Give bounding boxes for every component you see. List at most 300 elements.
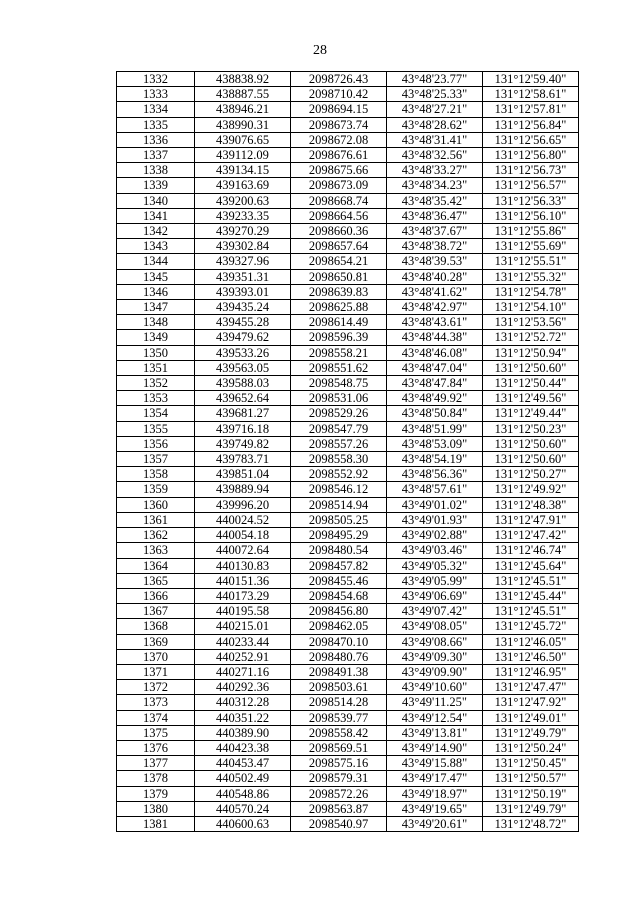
point-number-cell: 1343 (117, 239, 195, 254)
longitude-cell: 131°12'52.72" (483, 330, 579, 345)
y-coordinate-cell: 2098579.31 (291, 771, 387, 786)
y-coordinate-cell: 2098547.79 (291, 421, 387, 436)
y-coordinate-cell: 2098639.83 (291, 284, 387, 299)
table-row (117, 376, 579, 391)
x-coordinate-cell: 439233.35 (195, 208, 291, 223)
point-number-cell: 1381 (117, 816, 195, 831)
x-coordinate-cell: 439112.09 (195, 148, 291, 163)
table-row (117, 680, 579, 695)
latitude-cell: 43°48'54.19" (387, 452, 483, 467)
point-number-cell: 1344 (117, 254, 195, 269)
y-coordinate-cell: 2098660.36 (291, 224, 387, 239)
x-coordinate-cell: 440151.36 (195, 573, 291, 588)
x-coordinate-cell: 440351.22 (195, 710, 291, 725)
longitude-cell: 131°12'50.60" (483, 360, 579, 375)
y-coordinate-cell: 2098454.68 (291, 588, 387, 603)
y-coordinate-cell: 2098676.61 (291, 148, 387, 163)
x-coordinate-cell: 440271.16 (195, 664, 291, 679)
x-coordinate-cell: 439652.64 (195, 391, 291, 406)
latitude-cell: 43°48'32.56" (387, 148, 483, 163)
longitude-cell: 131°12'50.60" (483, 436, 579, 451)
x-coordinate-cell: 439479.62 (195, 330, 291, 345)
table-row (117, 695, 579, 710)
table-row (117, 132, 579, 147)
point-number-cell: 1375 (117, 725, 195, 740)
table-row (117, 224, 579, 239)
latitude-cell: 43°48'44.38" (387, 330, 483, 345)
latitude-cell: 43°49'18.97" (387, 786, 483, 801)
longitude-cell: 131°12'55.32" (483, 269, 579, 284)
table-row (117, 801, 579, 816)
x-coordinate-cell: 440423.38 (195, 740, 291, 755)
latitude-cell: 43°48'33.27" (387, 163, 483, 178)
x-coordinate-cell: 439327.96 (195, 254, 291, 269)
y-coordinate-cell: 2098491.38 (291, 664, 387, 679)
table-row (117, 315, 579, 330)
table-row (117, 649, 579, 664)
point-number-cell: 1346 (117, 284, 195, 299)
latitude-cell: 43°49'11.25" (387, 695, 483, 710)
point-number-cell: 1360 (117, 497, 195, 512)
y-coordinate-cell: 2098654.21 (291, 254, 387, 269)
table-row (117, 360, 579, 375)
longitude-cell: 131°12'56.65" (483, 132, 579, 147)
latitude-cell: 43°49'13.81" (387, 725, 483, 740)
longitude-cell: 131°12'45.44" (483, 588, 579, 603)
y-coordinate-cell: 2098514.28 (291, 695, 387, 710)
latitude-cell: 43°48'25.33" (387, 87, 483, 102)
latitude-cell: 43°48'47.84" (387, 376, 483, 391)
x-coordinate-cell: 439716.18 (195, 421, 291, 436)
point-number-cell: 1340 (117, 193, 195, 208)
y-coordinate-cell: 2098673.74 (291, 117, 387, 132)
y-coordinate-cell: 2098575.16 (291, 756, 387, 771)
y-coordinate-cell: 2098563.87 (291, 801, 387, 816)
longitude-cell: 131°12'55.69" (483, 239, 579, 254)
longitude-cell: 131°12'58.61" (483, 87, 579, 102)
x-coordinate-cell: 440072.64 (195, 543, 291, 558)
x-coordinate-cell: 440173.29 (195, 588, 291, 603)
longitude-cell: 131°12'45.72" (483, 619, 579, 634)
x-coordinate-cell: 439749.82 (195, 436, 291, 451)
longitude-cell: 131°12'49.44" (483, 406, 579, 421)
y-coordinate-cell: 2098675.66 (291, 163, 387, 178)
table-row (117, 300, 579, 315)
table-row (117, 740, 579, 755)
point-number-cell: 1341 (117, 208, 195, 223)
point-number-cell: 1370 (117, 649, 195, 664)
longitude-cell: 131°12'50.27" (483, 467, 579, 482)
latitude-cell: 43°49'08.66" (387, 634, 483, 649)
y-coordinate-cell: 2098668.74 (291, 193, 387, 208)
latitude-cell: 43°48'39.53" (387, 254, 483, 269)
longitude-cell: 131°12'56.73" (483, 163, 579, 178)
longitude-cell: 131°12'54.10" (483, 300, 579, 315)
latitude-cell: 43°48'41.62" (387, 284, 483, 299)
table-row (117, 391, 579, 406)
y-coordinate-cell: 2098664.56 (291, 208, 387, 223)
latitude-cell: 43°48'53.09" (387, 436, 483, 451)
y-coordinate-cell: 2098625.88 (291, 300, 387, 315)
table-row (117, 756, 579, 771)
x-coordinate-cell: 440024.52 (195, 512, 291, 527)
point-number-cell: 1377 (117, 756, 195, 771)
point-number-cell: 1356 (117, 436, 195, 451)
latitude-cell: 43°49'05.99" (387, 573, 483, 588)
point-number-cell: 1374 (117, 710, 195, 725)
y-coordinate-cell: 2098650.81 (291, 269, 387, 284)
longitude-cell: 131°12'50.44" (483, 376, 579, 391)
point-number-cell: 1358 (117, 467, 195, 482)
x-coordinate-cell: 439996.20 (195, 497, 291, 512)
x-coordinate-cell: 440292.36 (195, 680, 291, 695)
longitude-cell: 131°12'50.60" (483, 452, 579, 467)
point-number-cell: 1355 (117, 421, 195, 436)
latitude-cell: 43°49'08.05" (387, 619, 483, 634)
x-coordinate-cell: 440252.91 (195, 649, 291, 664)
table-row (117, 604, 579, 619)
point-number-cell: 1347 (117, 300, 195, 315)
table-row (117, 528, 579, 543)
table-row (117, 497, 579, 512)
longitude-cell: 131°12'49.92" (483, 482, 579, 497)
x-coordinate-cell: 440054.18 (195, 528, 291, 543)
table-row (117, 543, 579, 558)
longitude-cell: 131°12'50.19" (483, 786, 579, 801)
longitude-cell: 131°12'48.38" (483, 497, 579, 512)
point-number-cell: 1373 (117, 695, 195, 710)
table-row (117, 588, 579, 603)
table-row (117, 239, 579, 254)
y-coordinate-cell: 2098558.42 (291, 725, 387, 740)
latitude-cell: 43°48'36.47" (387, 208, 483, 223)
x-coordinate-cell: 439783.71 (195, 452, 291, 467)
point-number-cell: 1361 (117, 512, 195, 527)
latitude-cell: 43°48'43.61" (387, 315, 483, 330)
x-coordinate-cell: 439351.31 (195, 269, 291, 284)
point-number-cell: 1380 (117, 801, 195, 816)
y-coordinate-cell: 2098470.10 (291, 634, 387, 649)
table-row (117, 117, 579, 132)
longitude-cell: 131°12'50.45" (483, 756, 579, 771)
y-coordinate-cell: 2098557.26 (291, 436, 387, 451)
x-coordinate-cell: 440502.49 (195, 771, 291, 786)
page-number: 28 (313, 43, 327, 58)
y-coordinate-cell: 2098558.21 (291, 345, 387, 360)
point-number-cell: 1378 (117, 771, 195, 786)
latitude-cell: 43°48'56.36" (387, 467, 483, 482)
latitude-cell: 43°48'23.77" (387, 72, 483, 87)
latitude-cell: 43°49'03.46" (387, 543, 483, 558)
longitude-cell: 131°12'56.84" (483, 117, 579, 132)
table-row (117, 558, 579, 573)
longitude-cell: 131°12'57.81" (483, 102, 579, 117)
latitude-cell: 43°49'14.90" (387, 740, 483, 755)
longitude-cell: 131°12'48.72" (483, 816, 579, 831)
point-number-cell: 1363 (117, 543, 195, 558)
y-coordinate-cell: 2098529.26 (291, 406, 387, 421)
x-coordinate-cell: 440195.58 (195, 604, 291, 619)
x-coordinate-cell: 439588.03 (195, 376, 291, 391)
coordinates-table-body (117, 72, 579, 832)
x-coordinate-cell: 440233.44 (195, 634, 291, 649)
longitude-cell: 131°12'49.56" (483, 391, 579, 406)
point-number-cell: 1336 (117, 132, 195, 147)
y-coordinate-cell: 2098546.12 (291, 482, 387, 497)
longitude-cell: 131°12'49.79" (483, 725, 579, 740)
x-coordinate-cell: 439889.94 (195, 482, 291, 497)
longitude-cell: 131°12'46.05" (483, 634, 579, 649)
x-coordinate-cell: 440453.47 (195, 756, 291, 771)
point-number-cell: 1376 (117, 740, 195, 755)
table-row (117, 254, 579, 269)
longitude-cell: 131°12'46.95" (483, 664, 579, 679)
point-number-cell: 1333 (117, 87, 195, 102)
longitude-cell: 131°12'47.47" (483, 680, 579, 695)
x-coordinate-cell: 439455.28 (195, 315, 291, 330)
latitude-cell: 43°48'28.62" (387, 117, 483, 132)
y-coordinate-cell: 2098548.75 (291, 376, 387, 391)
table-row (117, 163, 579, 178)
x-coordinate-cell: 438887.55 (195, 87, 291, 102)
point-number-cell: 1364 (117, 558, 195, 573)
longitude-cell: 131°12'47.92" (483, 695, 579, 710)
latitude-cell: 43°48'51.99" (387, 421, 483, 436)
latitude-cell: 43°48'50.84" (387, 406, 483, 421)
table-row (117, 72, 579, 87)
point-number-cell: 1359 (117, 482, 195, 497)
y-coordinate-cell: 2098514.94 (291, 497, 387, 512)
table-row (117, 467, 579, 482)
point-number-cell: 1332 (117, 72, 195, 87)
point-number-cell: 1365 (117, 573, 195, 588)
latitude-cell: 43°49'17.47" (387, 771, 483, 786)
x-coordinate-cell: 440312.28 (195, 695, 291, 710)
x-coordinate-cell: 439533.26 (195, 345, 291, 360)
latitude-cell: 43°49'19.65" (387, 801, 483, 816)
point-number-cell: 1352 (117, 376, 195, 391)
latitude-cell: 43°49'09.30" (387, 649, 483, 664)
point-number-cell: 1379 (117, 786, 195, 801)
longitude-cell: 131°12'45.64" (483, 558, 579, 573)
latitude-cell: 43°49'01.02" (387, 497, 483, 512)
point-number-cell: 1338 (117, 163, 195, 178)
longitude-cell: 131°12'45.51" (483, 604, 579, 619)
longitude-cell: 131°12'55.51" (483, 254, 579, 269)
longitude-cell: 131°12'56.10" (483, 208, 579, 223)
longitude-cell: 131°12'54.78" (483, 284, 579, 299)
table-row (117, 786, 579, 801)
latitude-cell: 43°48'47.04" (387, 360, 483, 375)
longitude-cell: 131°12'50.23" (483, 421, 579, 436)
latitude-cell: 43°48'37.67" (387, 224, 483, 239)
table-row (117, 452, 579, 467)
point-number-cell: 1348 (117, 315, 195, 330)
y-coordinate-cell: 2098505.25 (291, 512, 387, 527)
latitude-cell: 43°48'42.97" (387, 300, 483, 315)
y-coordinate-cell: 2098455.46 (291, 573, 387, 588)
x-coordinate-cell: 440570.24 (195, 801, 291, 816)
latitude-cell: 43°48'34.23" (387, 178, 483, 193)
y-coordinate-cell: 2098558.30 (291, 452, 387, 467)
y-coordinate-cell: 2098462.05 (291, 619, 387, 634)
latitude-cell: 43°49'12.54" (387, 710, 483, 725)
y-coordinate-cell: 2098457.82 (291, 558, 387, 573)
y-coordinate-cell: 2098495.29 (291, 528, 387, 543)
latitude-cell: 43°48'27.21" (387, 102, 483, 117)
point-number-cell: 1334 (117, 102, 195, 117)
x-coordinate-cell: 438838.92 (195, 72, 291, 87)
latitude-cell: 43°49'09.90" (387, 664, 483, 679)
table-row (117, 664, 579, 679)
latitude-cell: 43°49'20.61" (387, 816, 483, 831)
point-number-cell: 1362 (117, 528, 195, 543)
longitude-cell: 131°12'50.94" (483, 345, 579, 360)
y-coordinate-cell: 2098672.08 (291, 132, 387, 147)
y-coordinate-cell: 2098596.39 (291, 330, 387, 345)
point-number-cell: 1351 (117, 360, 195, 375)
x-coordinate-cell: 440548.86 (195, 786, 291, 801)
latitude-cell: 43°48'40.28" (387, 269, 483, 284)
longitude-cell: 131°12'47.42" (483, 528, 579, 543)
table-row (117, 482, 579, 497)
y-coordinate-cell: 2098572.26 (291, 786, 387, 801)
y-coordinate-cell: 2098569.51 (291, 740, 387, 755)
table-row (117, 512, 579, 527)
latitude-cell: 43°48'38.72" (387, 239, 483, 254)
y-coordinate-cell: 2098539.77 (291, 710, 387, 725)
table-row (117, 148, 579, 163)
table-row (117, 330, 579, 345)
x-coordinate-cell: 440389.90 (195, 725, 291, 740)
point-number-cell: 1357 (117, 452, 195, 467)
point-number-cell: 1371 (117, 664, 195, 679)
longitude-cell: 131°12'56.80" (483, 148, 579, 163)
x-coordinate-cell: 440215.01 (195, 619, 291, 634)
point-number-cell: 1339 (117, 178, 195, 193)
table-row (117, 87, 579, 102)
latitude-cell: 43°48'35.42" (387, 193, 483, 208)
coordinates-table (116, 71, 579, 832)
x-coordinate-cell: 439134.15 (195, 163, 291, 178)
longitude-cell: 131°12'46.50" (483, 649, 579, 664)
table-row (117, 345, 579, 360)
latitude-cell: 43°49'15.88" (387, 756, 483, 771)
point-number-cell: 1372 (117, 680, 195, 695)
longitude-cell: 131°12'56.33" (483, 193, 579, 208)
y-coordinate-cell: 2098657.64 (291, 239, 387, 254)
x-coordinate-cell: 439851.04 (195, 467, 291, 482)
x-coordinate-cell: 439200.63 (195, 193, 291, 208)
latitude-cell: 43°49'02.88" (387, 528, 483, 543)
y-coordinate-cell: 2098531.06 (291, 391, 387, 406)
y-coordinate-cell: 2098710.42 (291, 87, 387, 102)
latitude-cell: 43°49'01.93" (387, 512, 483, 527)
point-number-cell: 1349 (117, 330, 195, 345)
longitude-cell: 131°12'50.57" (483, 771, 579, 786)
longitude-cell: 131°12'45.51" (483, 573, 579, 588)
longitude-cell: 131°12'56.57" (483, 178, 579, 193)
x-coordinate-cell: 438990.31 (195, 117, 291, 132)
latitude-cell: 43°49'06.69" (387, 588, 483, 603)
x-coordinate-cell: 438946.21 (195, 102, 291, 117)
latitude-cell: 43°48'49.92" (387, 391, 483, 406)
y-coordinate-cell: 2098694.15 (291, 102, 387, 117)
point-number-cell: 1354 (117, 406, 195, 421)
x-coordinate-cell: 439270.29 (195, 224, 291, 239)
table-row (117, 269, 579, 284)
longitude-cell: 131°12'46.74" (483, 543, 579, 558)
x-coordinate-cell: 439435.24 (195, 300, 291, 315)
latitude-cell: 43°48'46.08" (387, 345, 483, 360)
table-row (117, 193, 579, 208)
y-coordinate-cell: 2098614.49 (291, 315, 387, 330)
table-row (117, 816, 579, 831)
table-row (117, 710, 579, 725)
table-row (117, 725, 579, 740)
y-coordinate-cell: 2098551.62 (291, 360, 387, 375)
y-coordinate-cell: 2098552.92 (291, 467, 387, 482)
latitude-cell: 43°48'31.41" (387, 132, 483, 147)
point-number-cell: 1368 (117, 619, 195, 634)
y-coordinate-cell: 2098540.97 (291, 816, 387, 831)
x-coordinate-cell: 440130.83 (195, 558, 291, 573)
longitude-cell: 131°12'50.24" (483, 740, 579, 755)
table-row (117, 208, 579, 223)
point-number-cell: 1337 (117, 148, 195, 163)
table-row (117, 771, 579, 786)
x-coordinate-cell: 439163.69 (195, 178, 291, 193)
table-row (117, 178, 579, 193)
table-row (117, 406, 579, 421)
point-number-cell: 1350 (117, 345, 195, 360)
table-row (117, 573, 579, 588)
x-coordinate-cell: 439302.84 (195, 239, 291, 254)
longitude-cell: 131°12'55.86" (483, 224, 579, 239)
latitude-cell: 43°48'57.61" (387, 482, 483, 497)
point-number-cell: 1345 (117, 269, 195, 284)
latitude-cell: 43°49'07.42" (387, 604, 483, 619)
point-number-cell: 1367 (117, 604, 195, 619)
table-row (117, 436, 579, 451)
longitude-cell: 131°12'47.91" (483, 512, 579, 527)
table-row (117, 619, 579, 634)
latitude-cell: 43°49'05.32" (387, 558, 483, 573)
y-coordinate-cell: 2098480.54 (291, 543, 387, 558)
longitude-cell: 131°12'53.56" (483, 315, 579, 330)
y-coordinate-cell: 2098480.76 (291, 649, 387, 664)
point-number-cell: 1353 (117, 391, 195, 406)
longitude-cell: 131°12'59.40" (483, 72, 579, 87)
point-number-cell: 1342 (117, 224, 195, 239)
point-number-cell: 1369 (117, 634, 195, 649)
point-number-cell: 1366 (117, 588, 195, 603)
y-coordinate-cell: 2098673.09 (291, 178, 387, 193)
x-coordinate-cell: 439563.05 (195, 360, 291, 375)
table-row (117, 284, 579, 299)
y-coordinate-cell: 2098726.43 (291, 72, 387, 87)
x-coordinate-cell: 439393.01 (195, 284, 291, 299)
table-row (117, 102, 579, 117)
x-coordinate-cell: 439076.65 (195, 132, 291, 147)
table-row (117, 421, 579, 436)
x-coordinate-cell: 439681.27 (195, 406, 291, 421)
y-coordinate-cell: 2098503.61 (291, 680, 387, 695)
table-row (117, 634, 579, 649)
y-coordinate-cell: 2098456.80 (291, 604, 387, 619)
point-number-cell: 1335 (117, 117, 195, 132)
latitude-cell: 43°49'10.60" (387, 680, 483, 695)
